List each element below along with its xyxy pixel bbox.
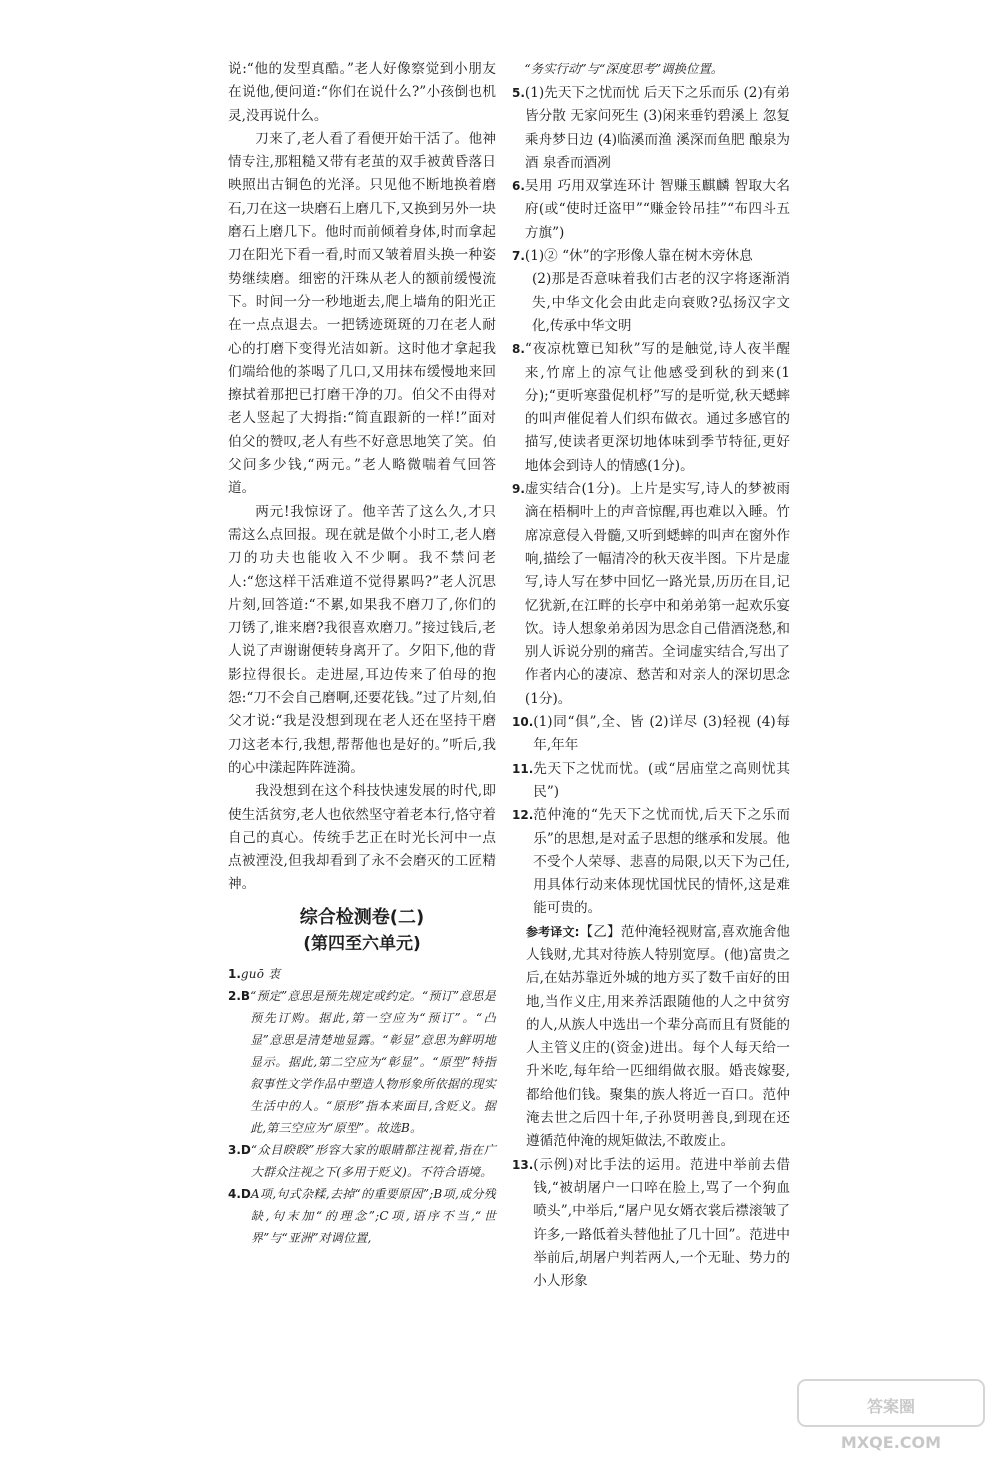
left-paragraph-3: 两元!我惊讶了。他辛苦了这么久,才只需这么点回报。现在就是做个小时工,老人磨刀的功夫也能收入不少啊。我不禁问老人:“您这样干活难道不觉得累吗?”老人沉思片刻,回答道:“不累,如果我不磨刀了,你们的刀锈了,谁来磨?我很喜欢磨刀。”接过钱后,老人说了声谢谢便转身离开了。夕阳下,他的背影拉得很长。走进屋,耳边传来了伯母的抱怨:“刀不会自己磨啊,还要花钱。”过了片刻,伯父才说:“我是没想到现在老人还在坚持干磨刀这老本行,我想,帮帮他也是好的。”听后,我的心中漾起阵阵涟漪。 — [228, 503, 496, 776]
answer-text: “夜凉枕簟已知秋”写的是触觉,诗人夜半醒来,竹席上的凉气让他感受到秋的到来(1分);“更听寒蛩促机杼”写的是听觉,秋天蟋蟀的叫声催促着人们织布做衣。通过多感官的描写,使读者更深切地体味到季节特征,更好地体会到诗人的情感(1分)。 — [524, 341, 790, 474]
continuation-note: “务实行动”与“深度思考”调换位置。 — [524, 61, 724, 76]
answer-item-7-2 — [512, 268, 790, 338]
answer-text: (1)② “休”的字形像人靠在树木旁休息 — [524, 248, 753, 265]
left-paragraph-1: 说:“他的发型真酷。”老人好像察觉到小朋友在说他,便问道:“你们在说什么?”小孩倒也机灵,没再说什么。 — [228, 61, 496, 124]
answer-item-1 — [228, 963, 496, 985]
answer-text: guō 衷 — [240, 966, 281, 981]
answer-item-5 — [512, 82, 790, 175]
reference-translation — [512, 921, 790, 1154]
answer-number: 9. — [512, 482, 525, 497]
answer-item-6 — [512, 175, 790, 245]
answer-item-12 — [512, 804, 790, 920]
answer-text: (1)同“俱”,全、皆 (2)详尽 (3)轻视 (4)每年,年年 — [533, 714, 790, 754]
answer-text: 范仲淹的“先天下之忧而忧,后天下之乐而乐”的思想,是对孟子思想的继承和发展。他不受个人荣辱、悲喜的局限,以天下为己任,用具体行动来体现忧国忧民的情怀,这是难能可贵的。 — [533, 807, 790, 917]
answer-text: “众目睽睽”形容大家的眼睛都注视着,指在广大群众注视之下(多用于贬义)。不符合语境。 — [250, 1142, 496, 1179]
section-subtitle: (第四至六单元) — [303, 933, 421, 954]
answer-text: (1)先天下之忧而忧 后天下之乐而乐 (2)有弟皆分散 无家问死生 (3)闲来垂钓碧溪上 忽复乘舟梦日边 (4)临溪而渔 溪深而鱼肥 酿泉为酒 泉香而酒冽 — [524, 85, 790, 171]
answer-number: 4.D — [228, 1186, 251, 1201]
answer-item-4 — [228, 1183, 496, 1249]
section-title: 综合检测卷(二) — [299, 906, 425, 928]
reference-text: 【乙】范仲淹轻视财富,喜欢施舍他人钱财,尤其对待族人特别宽厚。(他)富贵之后,在姑苏靠近外城的地方买了数千亩好的田地,当作义庄,用来养活跟随他的人之中贫穷的人,从族人中选出一个辈分高而且有贤能的人主管义庄的(资金)进出。每个人每天给一升米吃,每年给一匹细绢做衣服。婚丧嫁娶,都给他们钱。聚集的族人将近一百口。范仲淹去世之后四十年,子孙贤明善良,到现在还遵循范仲淹的规矩做法,不敢废止。 — [526, 923, 790, 1150]
reference-label: 参考译文: — [526, 924, 580, 939]
answer-item-13 — [512, 1154, 790, 1294]
answer-number: 13. — [512, 1157, 534, 1172]
left-column — [228, 58, 496, 1249]
watermark-top-text: 答案圈 — [866, 1397, 916, 1416]
answer-text: 先天下之忧而忧。(或“居庙堂之高则忧其民”) — [533, 760, 790, 800]
answer-item-10 — [512, 711, 790, 758]
answer-number: 2.B — [228, 988, 251, 1003]
answer-text: A项,句式杂糅,去掉“的重要原因”;B项,成分残缺,句末加“的理念”;C项,语序不当,“世界”与“亚洲”对调位置, — [250, 1186, 496, 1245]
answer-number: 8. — [512, 342, 525, 357]
left-paragraph-2: 刀来了,老人看了看便开始干活了。他神情专注,那粗糙又带有老茧的双手被黄昏落日映照出古铜色的光泽。只见他不断地换着磨石,刀在这一块磨石上磨几下,又换到另外一块磨石上磨几下。他时而前倾着身体,时而拿起刀在阳光下看一看,时而又皱着眉头换一种姿势继续磨。细密的汗珠从老人的额前缓慢流下。时间一分一秒地逝去,爬上墙角的阳光正在一点点退去。一把锈迹斑斑的刀在老人耐心的打磨下变得光洁如新。这时他才拿起我们端给他的茶喝了几口,又用抹布缓慢地来回擦拭着那把已打磨干净的刀。伯父不由得对老人竖起了大拇指:“简直跟新的一样!”面对伯父的赞叹,老人有些不好意思地笑了笑。伯父问多少钱,“两元。”老人略微喘着气回答道。 — [228, 130, 496, 497]
answer-item-8 — [512, 338, 790, 478]
answer-item-11 — [512, 758, 790, 805]
answer-text: 虚实结合(1分)。上片是实写,诗人的梦被雨滴在梧桐叶上的声音惊醒,再也难以入睡。竹席凉意侵入骨髓,又听到蟋蟀的叫声在窗外作响,描绘了一幅清冷的秋天夜半图。下片是虚写,诗人写在梦中回忆一路光景,历历在目,记忆犹新,在江畔的长亭中和弟弟第一起欢乐宴饮。诗人想象弟弟因为思念自己借酒浇愁,和别人诉说分别的痛苦。全词虚实结合,写出了作者内心的凄凉、愁苦和对亲人的深切思念(1分)。 — [524, 481, 790, 707]
answer-number: 10. — [512, 715, 534, 730]
answer-number: 5. — [512, 86, 525, 100]
answer-text: 吴用 巧用双掌连环计 智赚玉麒麟 智取大名府(或“使时迁盗甲”“赚金铃吊挂”“布四斗五方旗”) — [524, 178, 790, 241]
right-column — [512, 58, 790, 1293]
answer-number: 11. — [512, 761, 534, 776]
answer-item-7-1 — [512, 245, 790, 268]
answer-number: 3.D — [228, 1142, 251, 1157]
answer-number: 12. — [512, 808, 534, 823]
answer-text: (2)那是否意味着我们古老的汉字将逐渐消失,中华文化会由此走向衰败?弘扬汉字文化,传承中华文明 — [532, 271, 790, 334]
answer-text: (示例)对比手法的运用。范进中举前去借钱,“被胡屠户一口啐在脸上,骂了一个狗血喷头”,中举后,“屠户见女婿衣裳后襟滚皱了许多,一路低着头替他扯了几十回”。范进中举前后,胡屠户判若两人,一个无耻、势力的小人形象 — [533, 1156, 790, 1290]
answer-number: 6. — [512, 179, 525, 194]
answer-number: 7. — [512, 249, 525, 264]
answer-item-9 — [512, 478, 790, 711]
watermark-bottom-text: MXQE.COM — [840, 1433, 942, 1452]
answer-item-2 — [228, 985, 496, 1139]
left-paragraph-4: 我没想到在这个科技快速发展的时代,即使生活贫穷,老人也依然坚守着老本行,恪守着自己的真心。传统手艺正在时光长河中一点点被湮没,但我却看到了永不会磨灭的工匠精神。 — [228, 783, 496, 893]
answer-text: “预定”意思是预先规定或约定。“预订”意思是预先订购。据此,第一空应为“预订”。“凸显”意思是清楚地显露。“彰显”意思为鲜明地显示。据此,第二空应为“彰显”。“原型”特指叙事性文学作品中塑造人物形象所依据的现实生活中的人。“原形”指本来面目,含贬义。据此,第三空应为“原型”。故选B。 — [250, 988, 496, 1135]
answer-item-3 — [228, 1139, 496, 1183]
watermark-logo — [796, 1376, 986, 1454]
answer-number: 1. — [228, 966, 241, 981]
